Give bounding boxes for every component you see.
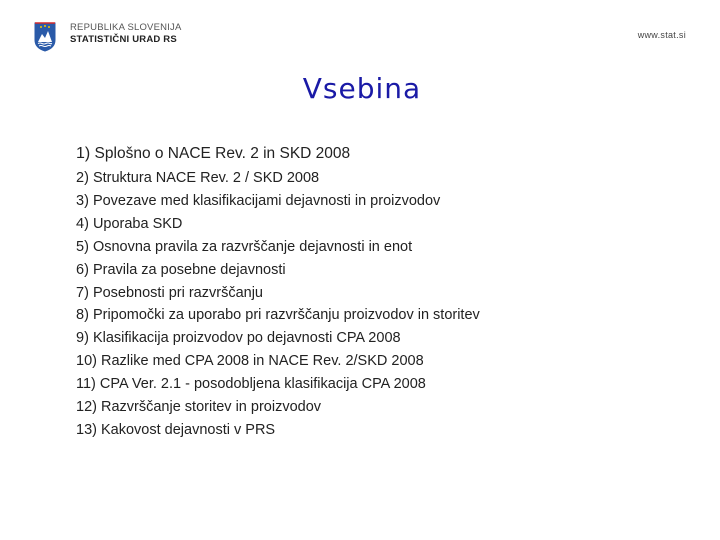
list-item: [76, 236, 480, 259]
list-item: [76, 213, 480, 236]
item-text: Kakovost dejavnosti v PRS: [101, 421, 276, 438]
item-number: 11): [76, 376, 96, 393]
item-number: 6): [76, 261, 89, 278]
item-text: Pravila za posebne dejavnosti: [92, 261, 286, 278]
list-item: [76, 190, 480, 213]
item-text: Pripomočki za uporabo pri razvrščanju proizvodov in storitev: [92, 307, 480, 324]
item-text: Razlike med CPA 2008 in NACE Rev. 2/SKD 2008: [101, 353, 424, 370]
item-text: Razvrščanje storitev in proizvodov: [101, 399, 322, 416]
item-number: 2): [76, 170, 89, 186]
item-text: Struktura NACE Rev. 2 / SKD 2008: [92, 170, 320, 186]
item-number: 5): [76, 238, 89, 255]
item-text: CPA Ver. 2.1 - posodobljena klasifikacija CPA 2008: [99, 376, 426, 393]
header-branding: [34, 22, 182, 52]
item-number: 8): [76, 307, 89, 324]
list-item: [76, 142, 480, 166]
item-text: Klasifikacija proizvodov po dejavnosti CPA 2008: [92, 330, 401, 347]
item-number: 1): [76, 145, 91, 162]
list-item: [76, 282, 480, 305]
list-item: [76, 304, 480, 327]
slovenia-coat-of-arms-icon: [34, 22, 56, 52]
item-number: 13): [76, 421, 97, 438]
organization-name: [70, 22, 182, 46]
contents-list: [76, 142, 480, 442]
org-name-line2: STATISTIČNI URAD RS: [70, 34, 177, 45]
item-text: Povezave med klasifikacijami dejavnosti in proizvodov: [92, 192, 441, 209]
item-text: Osnovna pravila za razvrščanje dejavnosti in enot: [92, 238, 413, 255]
org-name-line1: REPUBLIKA SLOVENIJA: [70, 22, 182, 33]
website-url: www.stat.si: [637, 30, 686, 40]
list-item: [76, 419, 480, 442]
list-item: [76, 327, 480, 350]
list-item: [76, 373, 480, 396]
item-number: 4): [76, 215, 89, 232]
item-text: Posebnosti pri razvrščanju: [92, 284, 263, 301]
list-item: [76, 350, 480, 373]
item-number: 10): [76, 353, 97, 370]
item-text: Uporaba SKD: [92, 215, 183, 232]
item-number: 7): [76, 284, 89, 301]
list-item: [76, 259, 480, 282]
item-number: 9): [76, 330, 89, 347]
slide-title: Vsebina: [302, 72, 422, 105]
item-number: 3): [76, 192, 89, 209]
list-item: [76, 396, 480, 419]
list-item: [76, 167, 480, 190]
item-text: Splošno o NACE Rev. 2 in SKD 2008: [94, 145, 351, 162]
item-number: 12): [76, 399, 97, 416]
